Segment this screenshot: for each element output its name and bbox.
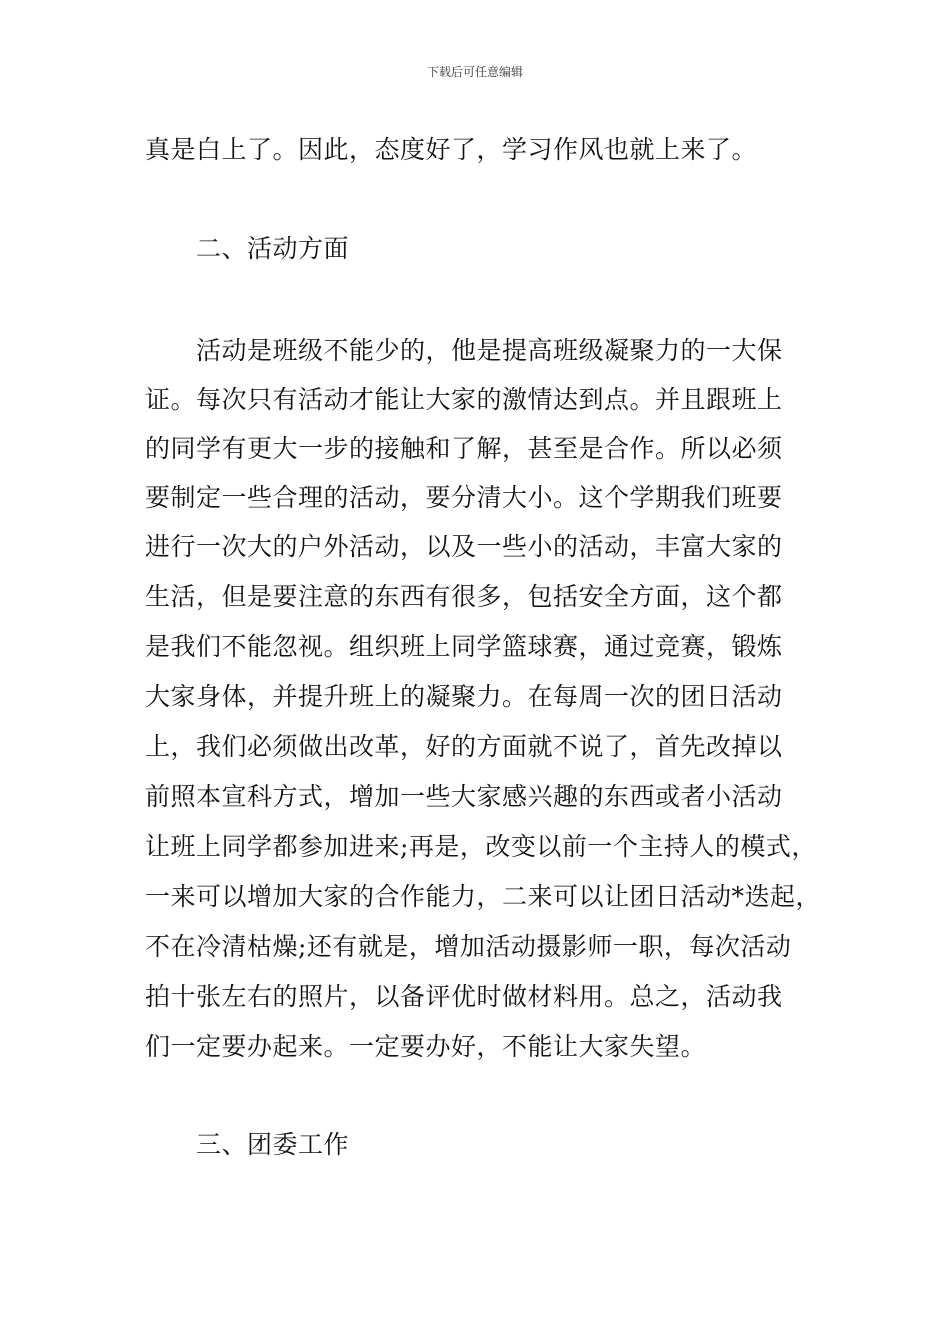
paragraph-line: 是我们不能忽视。组织班上同学篮球赛，通过竞赛，锻炼 [145,632,783,661]
paragraph-line: 们一定要办起来。一定要办好，不能让大家失望。 [145,1032,707,1061]
paragraph-line: 大家身体，并提升班上的凝聚力。在每周一次的团日活动 [145,682,783,711]
paragraph-line: 的同学有更大一步的接触和了解，甚至是合作。所以必须 [145,434,783,463]
paragraph-line: 上，我们必须做出改革，好的方面就不说了，首先改掉以 [145,732,783,761]
paragraph-line: 证。每次只有活动才能让大家的激情达到点。并且跟班上 [145,385,783,414]
page-header: 下载后可任意编辑 [426,65,523,79]
section-heading-activities: 二、活动方面 [196,234,350,263]
paragraph-line: 拍十张左右的照片，以备评优时做材料用。总之，活动我 [145,982,783,1011]
paragraph-line: 让班上同学都参加进来;再是，改变以前一个主持人的模式， [145,832,817,861]
paragraph-line: 活动是班级不能少的，他是提高班级凝聚力的一大保 [196,336,783,365]
paragraph-line: 前照本宣科方式，增加一些大家感兴趣的东西或者小活动 [145,782,783,811]
section-heading-league-work: 三、团委工作 [196,1130,350,1159]
paragraph-line: 不在冷清枯燥;还有就是，增加活动摄影师一职，每次活动 [145,932,792,961]
paragraph-line: 生活，但是要注意的东西有很多，包括安全方面，这个都 [145,582,783,611]
intro-paragraph-line: 真是白上了。因此，态度好了，学习作风也就上来了。 [145,135,758,164]
paragraph-line: 一来可以增加大家的合作能力，二来可以让团日活动*迭起， [145,882,822,911]
paragraph-line: 进行一次大的户外活动，以及一些小的活动，丰富大家的 [145,532,783,561]
paragraph-line: 要制定一些合理的活动，要分清大小。这个学期我们班要 [145,483,783,512]
